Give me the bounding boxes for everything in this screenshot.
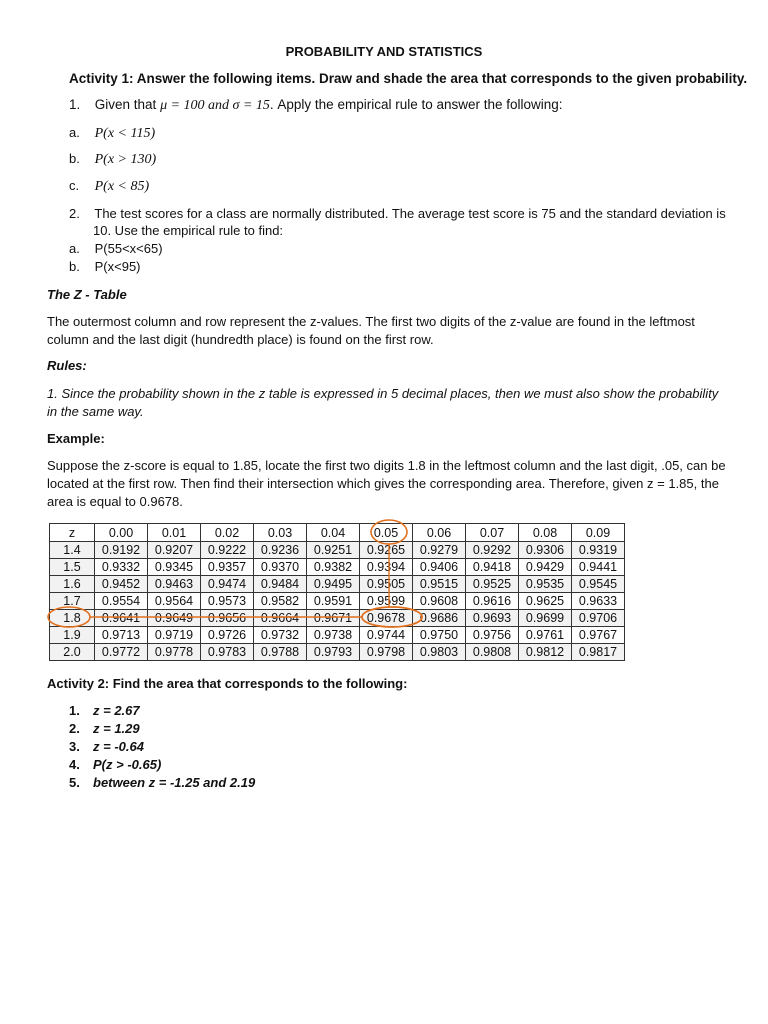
z-table-row <box>50 610 625 627</box>
item2-sub-a <box>69 241 163 256</box>
list-item: 2. z = 1.29 <box>69 721 140 736</box>
z-table-column-header: 0.04 <box>307 524 360 542</box>
rule-1: 1. Since the probability shown in the z table is expressed in 5 decimal places, then we must also show the probability in the same way. <box>47 386 719 419</box>
z-table-cell: 0.9535 <box>519 576 572 593</box>
z-table-cell: 0.9649 <box>148 610 201 627</box>
ztable-description: The outermost column and row represent the z-values. The first two digits of the z-value are found in the leftmost column and the last digit (hundredth place) is found on the first row. <box>47 314 695 347</box>
item1-sub-a <box>69 125 155 142</box>
item1-lead: Given that <box>94 97 157 112</box>
item2-sub-b <box>69 259 141 274</box>
z-table-column-header: 0.08 <box>519 524 572 542</box>
rules-heading: Rules: <box>47 358 87 373</box>
z-table-row-header: 1.7 <box>50 593 95 610</box>
sub-letter: b. <box>69 259 80 274</box>
sub-letter: b. <box>69 151 80 166</box>
item1-math: μ = 100 and σ = 15 <box>160 98 270 113</box>
z-table-cell: 0.9495 <box>307 576 360 593</box>
z-table-cell: 0.9554 <box>95 593 148 610</box>
z-table-cell: 0.9608 <box>413 593 466 610</box>
z-table-cell: 0.9788 <box>254 644 307 661</box>
z-table-cell: 0.9236 <box>254 542 307 559</box>
item2-line1: The test scores for a class are normally distributed. The average test score is 75 and the standard deviation is <box>94 206 726 221</box>
z-table-cell: 0.9817 <box>572 644 625 661</box>
z-table-cell: 0.9678 <box>360 610 413 627</box>
example-heading: Example: <box>47 431 105 446</box>
z-table-body <box>50 524 625 661</box>
z-table-cell: 0.9732 <box>254 627 307 644</box>
sub-expression: P(x > 130) <box>94 152 157 167</box>
sub-letter: c. <box>69 178 80 193</box>
z-table-cell: 0.9370 <box>254 559 307 576</box>
z-table-cell: 0.9756 <box>466 627 519 644</box>
z-table-cell: 0.9382 <box>307 559 360 576</box>
list-item: 1. z = 2.67 <box>69 703 140 718</box>
z-table-cell: 0.9656 <box>201 610 254 627</box>
z-table-cell: 0.9738 <box>307 627 360 644</box>
z-table <box>49 523 625 661</box>
z-table-cell: 0.9564 <box>148 593 201 610</box>
item1-sub-b <box>69 151 156 168</box>
z-table-cell: 0.9793 <box>307 644 360 661</box>
z-table-row <box>50 644 625 661</box>
z-table-cell: 0.9207 <box>148 542 201 559</box>
item1-sub-c <box>69 178 149 195</box>
activity2-list <box>47 702 255 792</box>
z-table-cell: 0.9633 <box>572 593 625 610</box>
z-table-cell: 0.9706 <box>572 610 625 627</box>
z-table-cell: 0.9292 <box>466 542 519 559</box>
z-table-cell: 0.9525 <box>466 576 519 593</box>
z-table-row <box>50 576 625 593</box>
z-table-cell: 0.9671 <box>307 610 360 627</box>
z-table-cell: 0.9783 <box>201 644 254 661</box>
z-table-cell: 0.9744 <box>360 627 413 644</box>
z-table-cell: 0.9573 <box>201 593 254 610</box>
z-table-cell: 0.9713 <box>95 627 148 644</box>
z-table-cell: 0.9812 <box>519 644 572 661</box>
z-table-cell: 0.9357 <box>201 559 254 576</box>
activity1-item2 <box>69 205 726 223</box>
z-table-cell: 0.9452 <box>95 576 148 593</box>
z-table-cell: 0.9505 <box>360 576 413 593</box>
sub-expression: P(x<95) <box>94 259 141 274</box>
z-table-column-header: 0.07 <box>466 524 519 542</box>
z-table-cell: 0.9699 <box>519 610 572 627</box>
example-text: Suppose the z-score is equal to 1.85, locate the first two digits 1.8 in the leftmost column and the last digit, .05, can be located at the first row. Then find their intersection which gives the corresponding area. Therefore, given z = 1.85, the area is equal to 0.9678. <box>47 458 726 509</box>
item-number: 1. <box>69 97 81 112</box>
z-table-row-header: 1.8 <box>50 610 95 627</box>
z-table-cell: 0.9772 <box>95 644 148 661</box>
z-table-cell: 0.9515 <box>413 576 466 593</box>
item1-tail: . Apply the empirical rule to answer the following: <box>269 97 563 112</box>
list-item: 3. z = -0.64 <box>69 739 144 754</box>
z-table-row-header: 2.0 <box>50 644 95 661</box>
z-table-cell: 0.9798 <box>360 644 413 661</box>
z-table-column-header: 0.02 <box>201 524 254 542</box>
z-table-cell: 0.9463 <box>148 576 201 593</box>
z-table-cell: 0.9625 <box>519 593 572 610</box>
page-title: PROBABILITY AND STATISTICS <box>285 44 483 59</box>
sub-letter: a. <box>69 125 80 140</box>
z-table-row <box>50 542 625 559</box>
z-table-cell: 0.9474 <box>201 576 254 593</box>
z-table-cell: 0.9686 <box>413 610 466 627</box>
activity2-heading: Activity 2: Find the area that corresponds to the following: <box>47 676 408 691</box>
sub-expression: P(55<x<65) <box>94 241 163 256</box>
z-table-cell: 0.9279 <box>413 542 466 559</box>
z-table-cell: 0.9693 <box>466 610 519 627</box>
z-table-cell: 0.9726 <box>201 627 254 644</box>
z-table-cell: 0.9803 <box>413 644 466 661</box>
ztable-heading: The Z - Table <box>47 287 127 302</box>
z-table-cell: 0.9345 <box>148 559 201 576</box>
z-table-cell: 0.9484 <box>254 576 307 593</box>
list-item: 4. P(z > -0.65) <box>69 757 162 772</box>
z-table-cell: 0.9251 <box>307 542 360 559</box>
item-number: 2. <box>69 206 80 221</box>
z-table-cell: 0.9222 <box>201 542 254 559</box>
z-table-column-header: 0.05 <box>360 524 413 542</box>
z-table-cell: 0.9778 <box>148 644 201 661</box>
z-table-cell: 0.9719 <box>148 627 201 644</box>
z-table-column-header: 0.03 <box>254 524 307 542</box>
z-table-row-header: 1.6 <box>50 576 95 593</box>
sub-letter: a. <box>69 241 80 256</box>
z-table-cell: 0.9418 <box>466 559 519 576</box>
z-table-cell: 0.9641 <box>95 610 148 627</box>
z-table-cell: 0.9306 <box>519 542 572 559</box>
z-table-cell: 0.9664 <box>254 610 307 627</box>
z-table-cell: 0.9582 <box>254 593 307 610</box>
z-table-cell: 0.9429 <box>519 559 572 576</box>
z-table-cell: 0.9441 <box>572 559 625 576</box>
z-table-cell: 0.9319 <box>572 542 625 559</box>
list-item: 5. between z = -1.25 and 2.19 <box>69 775 256 790</box>
z-table-corner: z <box>50 524 95 542</box>
z-table-cell: 0.9599 <box>360 593 413 610</box>
z-table-cell: 0.9616 <box>466 593 519 610</box>
z-table-column-header: 0.06 <box>413 524 466 542</box>
z-table-cell: 0.9192 <box>95 542 148 559</box>
z-table-row <box>50 627 625 644</box>
z-table-row <box>50 593 625 610</box>
z-table-cell: 0.9761 <box>519 627 572 644</box>
sub-expression: P(x < 115) <box>94 126 156 141</box>
z-table-cell: 0.9265 <box>360 542 413 559</box>
z-table-cell: 0.9767 <box>572 627 625 644</box>
z-table-cell: 0.9545 <box>572 576 625 593</box>
z-table-header-row <box>50 524 625 542</box>
activity1-item1 <box>69 97 563 114</box>
z-table-row-header: 1.9 <box>50 627 95 644</box>
z-table-row <box>50 559 625 576</box>
z-table-row-header: 1.4 <box>50 542 95 559</box>
z-table-column-header: 0.00 <box>95 524 148 542</box>
z-table-row-header: 1.5 <box>50 559 95 576</box>
item2-line2: 10. Use the empirical rule to find: <box>93 223 284 238</box>
z-table-column-header: 0.01 <box>148 524 201 542</box>
sub-expression: P(x < 85) <box>94 179 150 194</box>
activity1-heading: Activity 1: Answer the following items. Draw and shade the area that corresponds to the given probability. <box>69 71 748 86</box>
z-table-cell: 0.9591 <box>307 593 360 610</box>
z-table-column-header: 0.09 <box>572 524 625 542</box>
z-table-cell: 0.9808 <box>466 644 519 661</box>
z-table-cell: 0.9750 <box>413 627 466 644</box>
z-table-cell: 0.9394 <box>360 559 413 576</box>
z-table-cell: 0.9332 <box>95 559 148 576</box>
z-table-cell: 0.9406 <box>413 559 466 576</box>
